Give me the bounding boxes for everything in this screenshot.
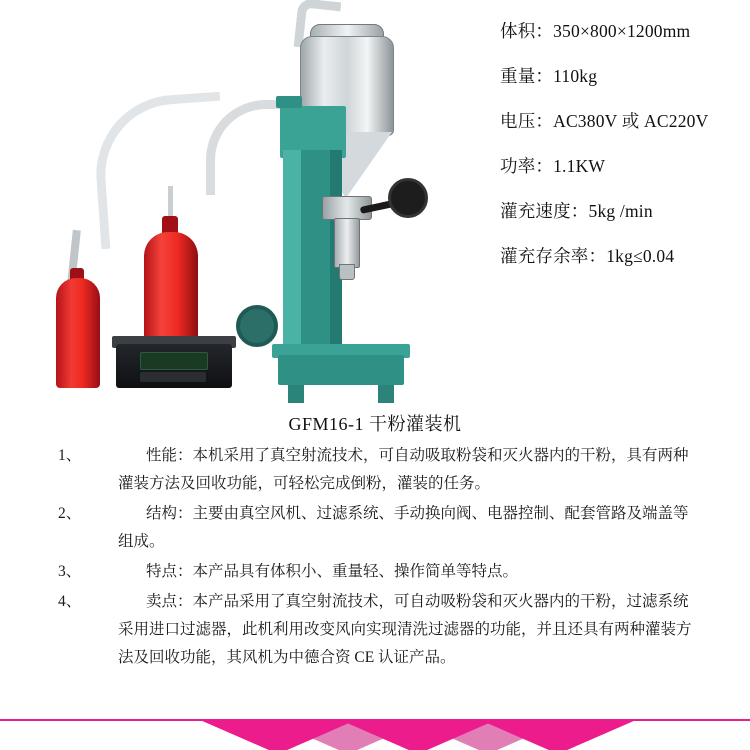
paragraph-number: 4、: [58, 593, 82, 610]
paragraph-selling-points: [58, 588, 698, 672]
spec-weight: 重量：110kg: [500, 66, 598, 86]
specification-list: [500, 18, 740, 288]
right-cylinder-rod: [168, 186, 173, 220]
left-fire-extinguisher-cylinder: [56, 278, 100, 388]
spec-filling-speed: 灌充速度：5kg /min: [500, 201, 653, 221]
paragraph-number: 2、: [58, 505, 82, 522]
chevron-icon: [200, 720, 356, 750]
machine-illustration: [0, 0, 500, 410]
base-foot: [278, 355, 404, 385]
suction-hose-left-icon: [91, 92, 230, 250]
spec-voltage: 电压：AC380V 或 AC220V: [500, 111, 709, 131]
paragraph-number: 3、: [58, 563, 82, 580]
spec-power: 功率：1.1KW: [500, 156, 606, 176]
spec-residual-rate: 灌充存余率：1kg≤0.04: [500, 246, 675, 266]
bottom-chevron-decoration: [0, 716, 750, 750]
product-caption: GFM16-1 干粉灌装机: [288, 414, 462, 434]
paragraph-structure: [58, 500, 698, 556]
chevron-icon: [480, 720, 636, 750]
nozzle-tip: [339, 264, 355, 280]
scale-keypad: [140, 372, 206, 382]
chevron-icon: [340, 720, 496, 750]
paragraph-text: 结构：主要由真空风机、过滤系统、手动换向阀、电器控制、配套管路及端盖等组成。: [118, 505, 689, 550]
teal-column-highlight: [283, 150, 301, 350]
scale-display: [140, 352, 208, 370]
filling-nozzle: [334, 218, 360, 268]
paragraph-text: 特点：本产品具有体积小、重量轻、操作简单等特点。: [146, 563, 519, 580]
caster-wheel: [236, 305, 278, 347]
paragraph-performance: [58, 442, 698, 498]
paragraph-text: 卖点：本产品采用了真空射流技术，可自动吸粉袋和灭火器内的干粉，过滤系统采用进口过滤器，此机利用改变风向实现清洗过滤器的功能，并且还具有两种灌装方法及回收功能，其风机为中德合资 CE 认证产品。: [118, 593, 692, 666]
spec-volume: 体积：350×800×1200mm: [500, 21, 691, 41]
hand-wheel: [388, 178, 428, 218]
paragraph-features: [58, 558, 698, 586]
paragraph-number: 1、: [58, 447, 82, 464]
paragraph-text: 性能：本机采用了真空射流技术，可自动吸取粉袋和灭火器内的干粉，具有两种灌装方法及回收功能，可轻松完成倒粉，灌装的任务。: [118, 447, 689, 492]
hose-fitting: [276, 96, 302, 108]
product-description: [58, 442, 698, 674]
